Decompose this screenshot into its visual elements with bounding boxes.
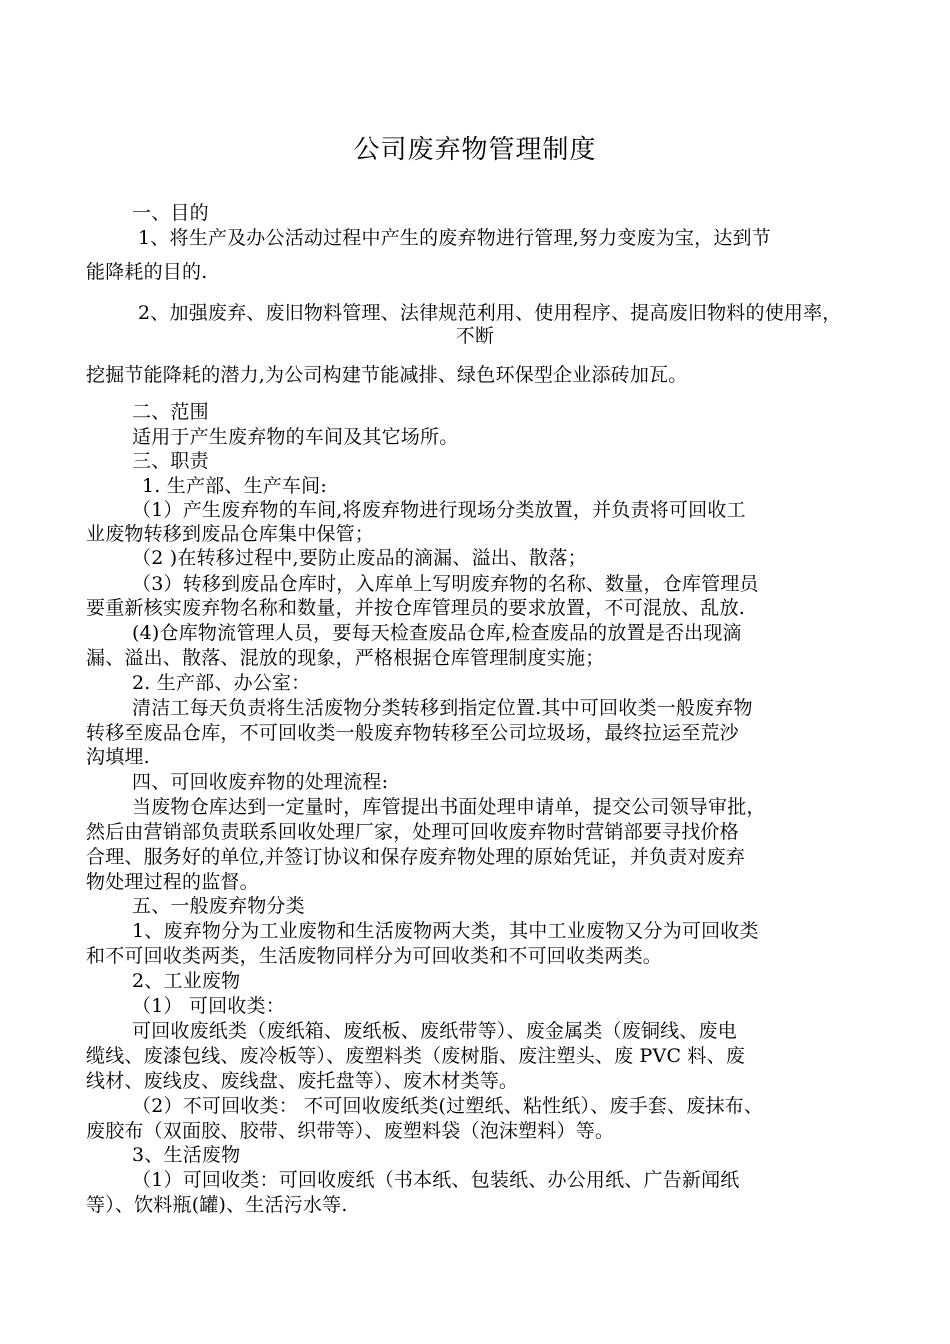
document-title: 公司废弃物管理制度 [353,135,597,165]
section-heading-classification: 五、一般废弃物分类 [132,895,305,917]
section-heading-scope: 二、范围 [132,401,209,423]
paragraph-line: 线材、废线皮、废线盘、废托盘等）、废木材类等。 [86,1070,519,1092]
paragraph-line: （1）可回收类：可回收废纸（书本纸、包装纸、办公用纸、广告新闻纸 [132,1169,740,1191]
paragraph-line: 适用于产生废弃物的车间及其它场所。 [132,426,459,448]
paragraph-line: 要重新核实废弃物名称和数量，并按仓库管理员的要求放置，不可混放、乱放. [86,597,746,619]
paragraph-line: 废胶布（双面胶、胶带、织带等）、废塑料袋（泡沫塑料）等。 [86,1120,615,1142]
paragraph-line: （1）产生废弃物的车间,将废弃物进行现场分类放置，并负责将可回收工 [132,499,746,521]
paragraph-line: 1、废弃物分为工业废物和生活废物两大类，其中工业废物又分为可回收类 [132,920,759,942]
paragraph-line: 当废物仓库达到一定量时，库管提出书面处理申请单，提交公司领导审批， [132,796,766,818]
paragraph-line: 转移至废品仓库，不可回收类一般废弃物转移至公司垃圾场，最终拉运至荒沙 [86,722,739,744]
subheading-line: （1） 可回收类： [132,995,285,1017]
paragraph-line: 合理、服务好的单位,并签订协议和保存废弃物处理的原始凭证，并负责对废弃 [86,846,746,868]
paragraph-line: 缆线、废漆包线、废冷板等）、废塑料类（废树脂、废注塑头、废 PVC 料、废 [86,1045,746,1067]
subheading-line: 2. 生产部、办公室： [132,672,311,694]
paragraph-line: 漏、溢出、散落、混放的现象，严格根据仓库管理制度实施； [86,647,605,669]
paragraph-line: 和不可回收类两类，生活废物同样分为可回收类和不可回收类两类。 [86,945,663,967]
paragraph-line: 1、将生产及办公活动过程中产生的废弃物进行管理,努力变废为宝，达到节 [138,227,771,249]
paragraph-line: 沟填埋. [86,746,150,768]
paragraph-line: 然后由营销部负责联系回收处理厂家，处理可回收废弃物时营销部要寻找价格 [86,821,739,843]
paragraph-line: 等）、饮料瓶(罐)、生活污水等. [86,1194,348,1216]
paragraph-line: 清洁工每天负责将生活废物分类转移到指定位置.其中可回收类一般废弃物 [132,697,753,719]
paragraph-line: (4)仓库物流管理人员，要每天检查废品仓库,检查废品的放置是否出现滴 [132,622,742,644]
paragraph-line: 不断 [455,325,495,347]
subheading-line: 2、工业废物 [132,970,241,992]
paragraph-line: （2）不可回收类： 不可回收废纸类(过塑纸、粘性纸）、废手套、废抹布、 [132,1095,764,1117]
paragraph-line: （3）转移到废品仓库时，入库单上写明废弃物的名称、数量，仓库管理员 [132,573,759,595]
section-heading-duties: 三、职责 [132,450,209,472]
paragraph-line: 挖掘节能降耗的潜力,为公司构建节能减排、绿色环保型企业添砖加瓦。 [86,364,688,386]
subheading-line: 1. 生产部、生产车间: [142,475,327,497]
paragraph-line: 业废物转移到废品仓库集中保管； [86,523,375,545]
section-heading-purpose: 一、目的 [132,202,209,224]
paragraph-line: 2、加强废弃、废旧物料管理、法律规范利用、使用程序、提高废旧物料的使用率， [138,302,842,324]
section-heading-process: 四、可回收废弃物的处理流程: [132,771,389,793]
paragraph-line: 物处理过程的监督。 [86,871,259,893]
subheading-line: 3、生活废物 [132,1144,241,1166]
paragraph-line: 可回收废纸类（废纸箱、废纸板、废纸带等）、废金属类（废铜线、废电 [132,1020,737,1042]
paragraph-line: 能降耗的目的. [86,261,208,283]
paragraph-line: （2 )在转移过程中,要防止废品的滴漏、溢出、散落； [132,547,587,569]
